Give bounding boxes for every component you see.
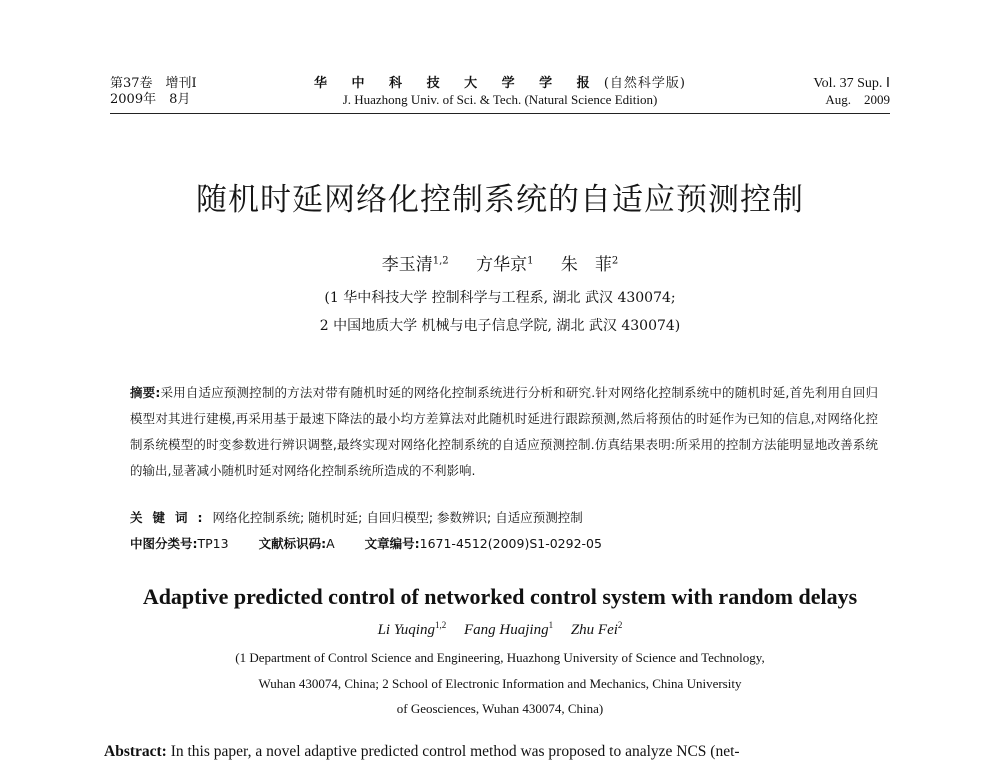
author-en: Fang Huajing$^1$ (463, 620, 554, 638)
classification-line (130, 534, 602, 552)
keywords-label: 关键词: (130, 510, 213, 525)
date-cn: 2009年 8月 (110, 92, 191, 107)
journal-title-en: J. Huazhong Univ. of Sci. & Tech. (Natural Science Edition) (342, 92, 658, 107)
author-cn: 朱 菲$^2$ (560, 255, 619, 275)
date-en: Aug. 2009 (825, 92, 890, 107)
clc-label: 中图分类号: (130, 536, 198, 551)
abstract-en-text: In this paper, a novel adaptive predicted control method was proposed to analyze NCS (net- (170, 743, 740, 760)
abstract-cn-label: 摘要: (130, 385, 161, 400)
affiliation-en-line: Wuhan 430074, China; 2 School of Electronic Information and Mechanics, China University (258, 676, 742, 691)
author-cn: 李玉清$^{1,2}$ (381, 255, 449, 275)
abstract-cn-text: 采用自适应预测控制的方法对带有随机时延的网络化控制系统进行分析和研究.针对网络化控制系统中的随机时延,首先利用自回归模型对其进行建模,再采用基于最速下降法的最小均方差算法对此随机时延进行跟踪预测,然后将预估的时延作为已知的信息,对网络化控制系统模型的时变参数进行辨识调整,最终实现对网络化控制系统的自适应预测控制.仿真结果表明:所采用的控制方法能明显地改善系统的输出,显著减小随机时延对网络化控制系统所造成的不利影响. (130, 385, 879, 478)
header-rule (110, 113, 890, 114)
article-number-value: 1671-4512(2009)S1-0292-05 (419, 536, 602, 551)
author-en: Li Yuqing$^{1,2}$ (377, 620, 447, 638)
volume-cn: 第37卷 增刊Ⅰ (110, 76, 197, 91)
author-cn: 方华京$^1$ (476, 255, 534, 275)
keywords (130, 508, 583, 526)
affiliation-cn-line: 2 中国地质大学 机械与电子信息学院, 湖北 武汉 430074) (319, 318, 681, 334)
abstract-en (104, 743, 894, 761)
article-number-label: 文章编号: (364, 536, 420, 551)
paper-title-cn: 随机时延网络化控制系统的自适应预测控制 (196, 182, 804, 218)
author-en: Zhu Fei$^2$ (570, 620, 623, 638)
doc-code-label: 文献标识码: (258, 536, 327, 551)
authors-cn (0, 250, 1000, 275)
abstract-en-label: Abstract: (104, 743, 167, 760)
journal-title-cn (110, 76, 890, 92)
affiliation-en-line: (1 Department of Control Science and Engineering, Huazhong University of Science and Technology, (235, 650, 765, 665)
clc-value: TP13 (197, 536, 229, 551)
journal-name-cn: 华 中 科 技 大 学 学 报 (314, 76, 600, 91)
abstract-cn (130, 380, 878, 484)
affiliation-cn-line: (1 华中科技大学 控制科学与工程系, 湖北 武汉 430074; (324, 290, 676, 306)
volume-en: Vol. 37 Sup. Ⅰ (813, 76, 890, 91)
paper-title-en: Adaptive predicted control of networked control system with random delays (142, 584, 858, 609)
keywords-text: 网络化控制系统; 随机时延; 自回归模型; 参数辨识; 自适应预测控制 (212, 510, 583, 525)
authors-en (0, 620, 1000, 639)
doc-code-value: A (326, 536, 335, 551)
affiliation-en-line: of Geosciences, Wuhan 430074, China) (396, 701, 604, 716)
running-header (110, 76, 890, 108)
journal-edition-cn: (自然科学版) (603, 76, 686, 91)
